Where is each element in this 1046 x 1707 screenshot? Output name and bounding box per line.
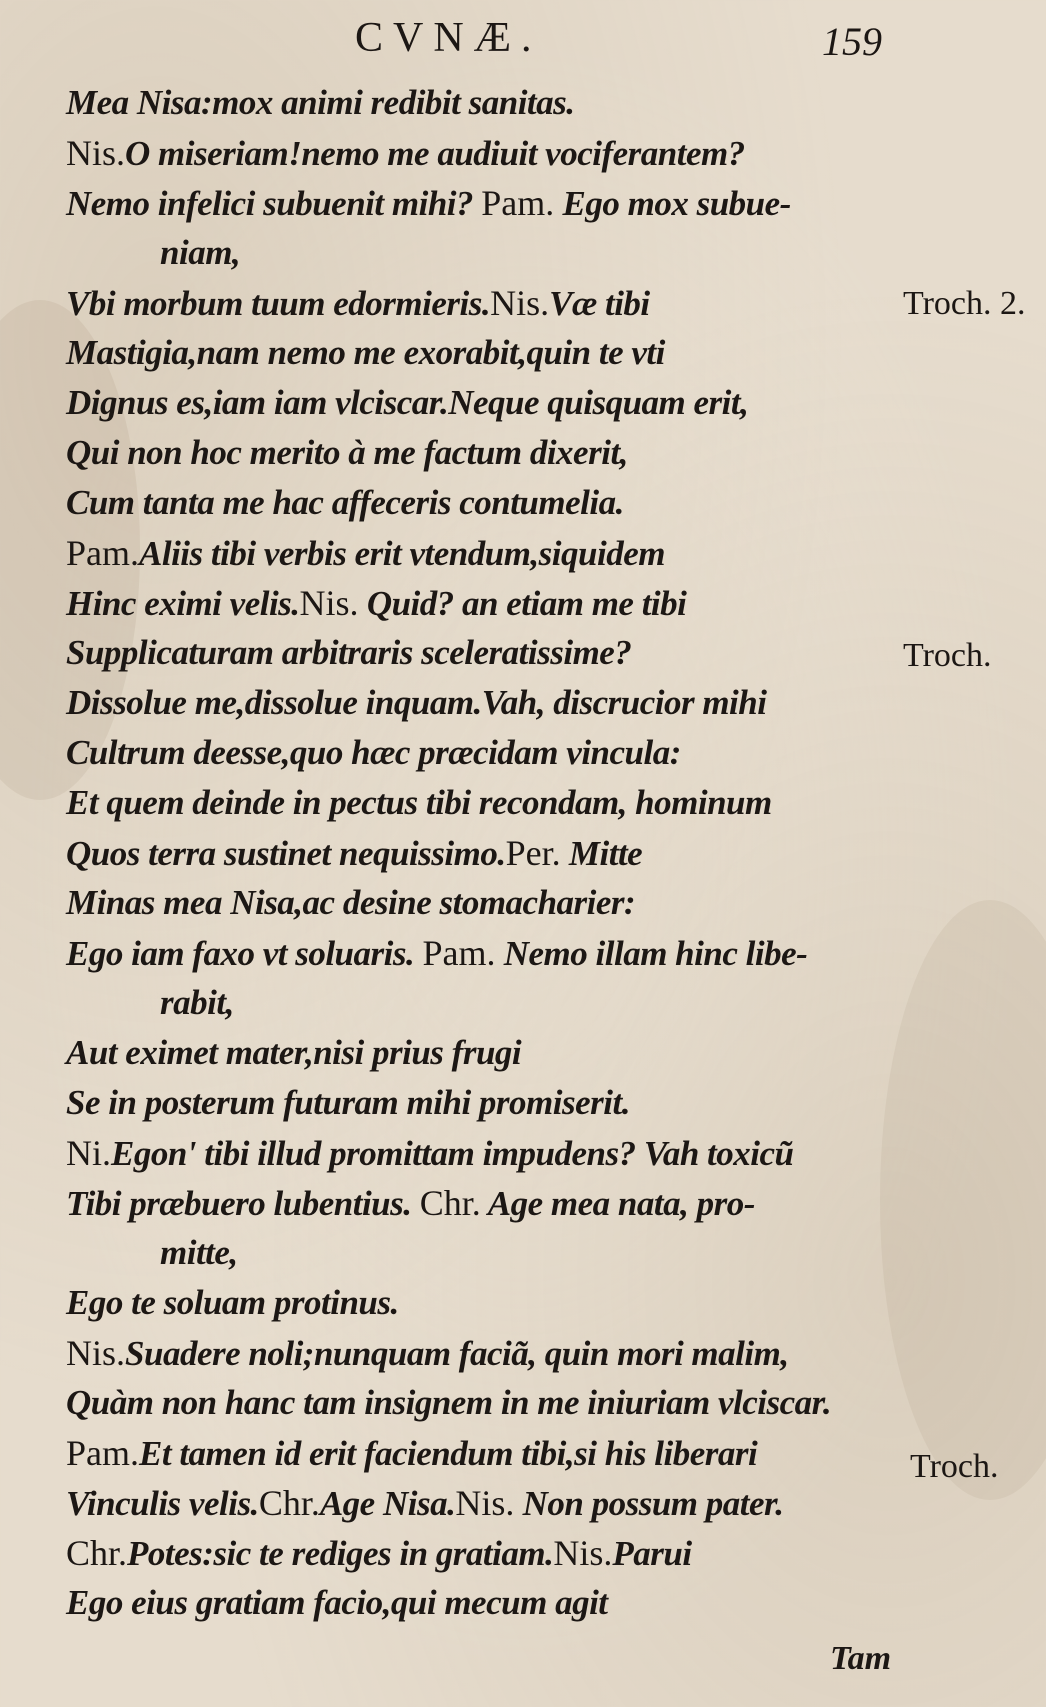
speaker-label: Nis. — [490, 283, 550, 323]
text-line — [66, 678, 916, 728]
line-text: Aut eximet mater,nisi prius frugi — [66, 1033, 522, 1072]
line-text: Minas mea Nisa,ac desine stomacharier: — [66, 883, 636, 922]
line-text: Qui non hoc merito à me factum dixerit, — [66, 433, 628, 472]
text-line — [66, 728, 916, 778]
text-line — [66, 328, 916, 378]
line-text: Nemo illam hinc libe- — [495, 934, 808, 973]
line-text: Quos terra sustinet nequissimo. — [66, 834, 506, 873]
text-line — [160, 228, 1010, 278]
page-header — [0, 14, 1046, 74]
running-title: CVNÆ. — [355, 15, 542, 61]
line-text: Egon' tibi illud promittam impudens? Vah toxicũ — [111, 1134, 794, 1173]
margin-note: Troch. 2. — [903, 285, 1026, 322]
text-line — [160, 1228, 1010, 1278]
line-text: Nemo infelici subuenit mihi? — [66, 184, 482, 223]
text-line — [66, 1528, 916, 1578]
text-line — [66, 1278, 916, 1328]
text-line — [66, 1128, 916, 1178]
line-text: Tibi præbuero lubentius. — [66, 1184, 420, 1223]
line-text: Ego te soluam protinus. — [66, 1283, 399, 1322]
line-text: Vbi morbum tuum edormieris. — [66, 284, 491, 323]
line-text: mitte, — [160, 1233, 238, 1272]
text-line — [66, 178, 916, 228]
line-text: Parui — [612, 1534, 692, 1573]
speaker-label: Nis. — [553, 1533, 613, 1573]
text-line — [66, 828, 916, 878]
line-text: Non possum pater. — [514, 1484, 784, 1523]
text-line — [66, 1178, 916, 1228]
text-line — [66, 528, 916, 578]
text-line — [66, 128, 916, 178]
line-text: Cultrum deesse,quo hæc præcidam vincula: — [66, 733, 681, 772]
line-text: Hinc eximi velis. — [66, 584, 300, 623]
text-line — [66, 1028, 916, 1078]
speaker-label: Chr. — [66, 1533, 128, 1573]
line-text: Dignus es,iam iam vlciscar.Neque quisquam erit, — [66, 383, 749, 422]
text-line — [160, 978, 1010, 1028]
speaker-label: Pam. — [66, 1433, 140, 1473]
text-line — [66, 1428, 916, 1478]
text-line — [66, 628, 916, 678]
line-text: Age mea nata, pro- — [480, 1184, 755, 1223]
line-text: Cum tanta me hac affeceris contumelia. — [66, 483, 624, 522]
line-text: Mitte — [560, 834, 643, 873]
speaker-label: Pam. — [481, 183, 555, 223]
line-text: Et quem deinde in pectus tibi recondam, hominum — [66, 783, 772, 822]
line-text: O miseriam!nemo me audiuit vociferantem? — [125, 134, 745, 173]
line-text: Væ tibi — [549, 284, 650, 323]
catchword: Tam — [830, 1640, 892, 1677]
line-text: Quid? an etiam me tibi — [358, 584, 687, 623]
line-text: Et tamen id erit faciendum tibi,si his liberari — [139, 1434, 758, 1473]
speaker-label: Ni. — [66, 1133, 111, 1173]
line-text: Mastigia,nam nemo me exorabit,quin te vti — [66, 333, 665, 372]
line-text: Potes:sic te rediges in gratiam. — [127, 1534, 554, 1573]
speaker-label: Nis. — [66, 1333, 126, 1373]
text-line — [66, 578, 916, 628]
text-line — [66, 78, 916, 128]
line-text: Ego mox subue- — [554, 184, 791, 223]
text-line — [66, 1478, 916, 1528]
line-text: Aliis tibi verbis erit vtendum,siquidem — [139, 534, 665, 573]
speaker-label: Nis. — [299, 583, 359, 623]
page-number: 159 — [822, 19, 882, 64]
text-line — [66, 1078, 916, 1128]
text-line — [66, 778, 916, 828]
line-text: niam, — [160, 233, 241, 272]
line-text: Vinculis velis. — [66, 1484, 259, 1523]
speaker-label: Chr. — [419, 1183, 481, 1223]
text-line — [66, 1328, 916, 1378]
speaker-label: Chr. — [258, 1483, 320, 1523]
line-text: Ego iam faxo vt soluaris. — [66, 934, 423, 973]
speaker-label: Per. — [505, 833, 561, 873]
speaker-label: Pam. — [66, 533, 140, 573]
text-line — [66, 928, 916, 978]
speaker-label: Nis. — [66, 133, 126, 173]
line-text: Supplicaturam arbitraris sceleratissime? — [66, 633, 632, 672]
line-text: Ego eius gratiam facio,qui mecum agit — [66, 1583, 608, 1622]
line-text: Dissolue me,dissolue inquam.Vah, discrucior mihi — [66, 683, 767, 722]
text-line — [66, 878, 916, 928]
text-line — [66, 378, 916, 428]
line-text: Mea Nisa:mox animi redibit sanitas. — [66, 83, 575, 122]
text-line — [66, 428, 916, 478]
line-text: Quàm non hanc tam insignem in me iniuriam vlciscar. — [66, 1383, 832, 1422]
speaker-label: Nis. — [455, 1483, 515, 1523]
margin-note: Troch. — [903, 637, 992, 674]
line-text: rabit, — [160, 983, 234, 1022]
line-text: Age Nisa. — [319, 1484, 456, 1523]
line-text: Suadere noli;nunquam faciã, quin mori malim, — [125, 1334, 789, 1373]
text-line — [66, 478, 916, 528]
text-line — [66, 278, 916, 328]
margin-note: Troch. — [910, 1448, 999, 1485]
line-text: Se in posterum futuram mihi promiserit. — [66, 1083, 630, 1122]
speaker-label: Pam. — [422, 933, 496, 973]
text-line — [66, 1578, 916, 1628]
text-line — [66, 1378, 916, 1428]
